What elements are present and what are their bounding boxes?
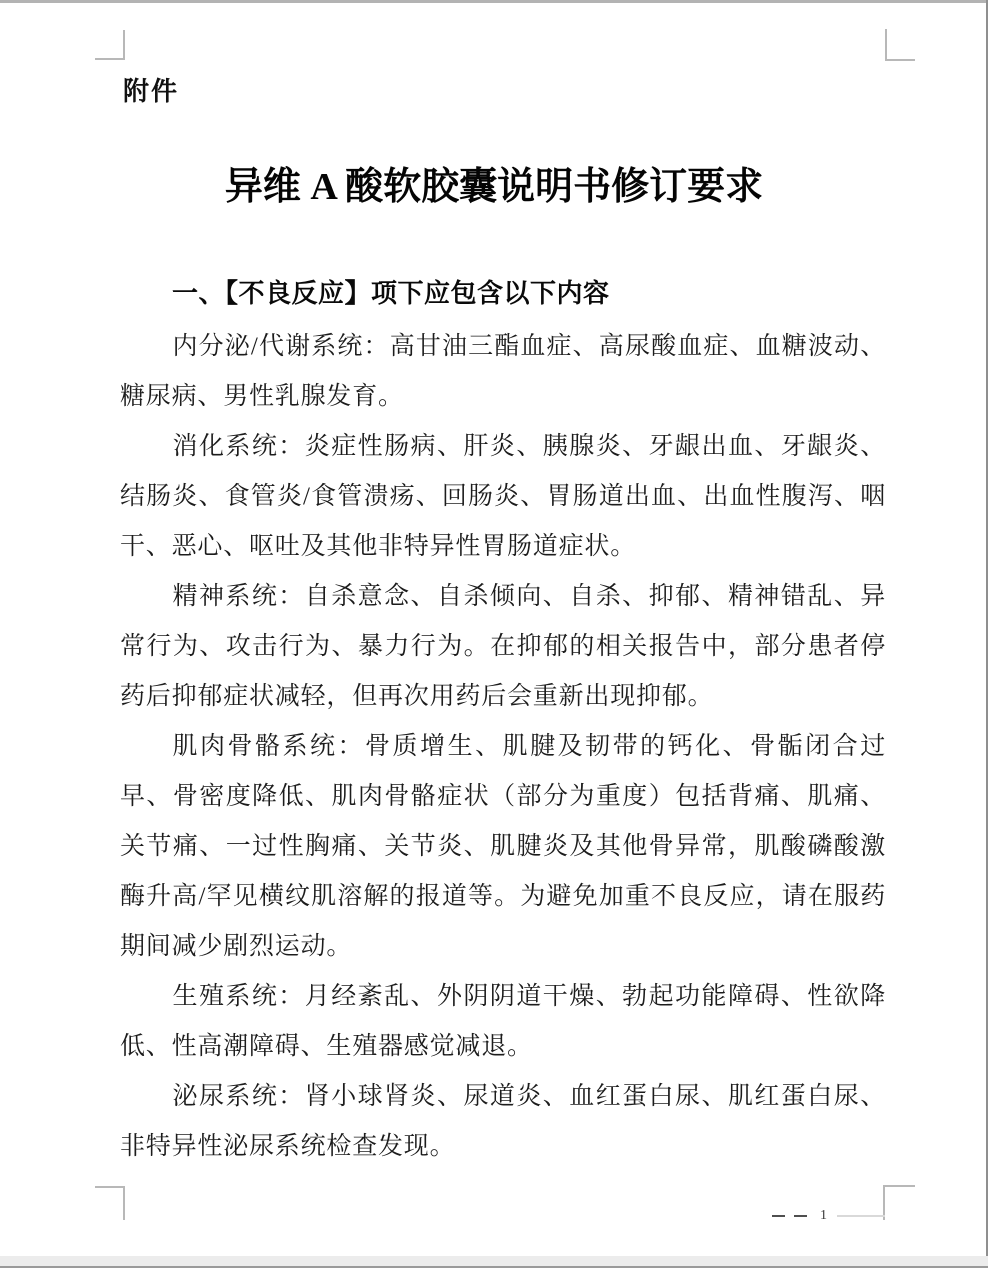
attachment-label: 附件 <box>123 76 180 106</box>
page-number: 1 <box>820 1208 827 1223</box>
footer-dash <box>772 1215 785 1217</box>
paragraph-reproductive: 生殖系统：月经紊乱、外阴阴道干燥、勃起功能障碍、性欲降低、性高潮障碍、生殖器感觉减退。 <box>120 983 886 1060</box>
document-body <box>120 322 886 1172</box>
crop-mark-bottom-left <box>95 1186 125 1220</box>
paragraph-musculoskeletal: 肌肉骨骼系统：骨质增生、肌腱及韧带的钙化、骨骺闭合过早、骨密度降低、肌肉骨骼症状（部分为重度）包括背痛、肌痛、关节痛、一过性胸痛、关节炎、肌腱炎及其他骨异常，肌酸磷酸激酶升高/罕见横纹肌溶解的报道等。为避免加重不良反应，请在服药期间减少剧烈运动。 <box>120 733 886 960</box>
section-heading-adverse-reactions: 一、【不良反应】项下应包含以下内容 <box>172 278 610 308</box>
paragraph-endocrine-metabolic: 内分泌/代谢系统：高甘油三酯血症、高尿酸血症、血糖波动、糖尿病、男性乳腺发育。 <box>120 333 886 410</box>
crop-mark-top-left <box>95 30 125 60</box>
paragraph-digestive: 消化系统：炎症性肠病、肝炎、胰腺炎、牙龈出血、牙龈炎、结肠炎、食管炎/食管溃疡、回肠炎、胃肠道出血、出血性腹泻、咽干、恶心、呕吐及其他非特异性胃肠道症状。 <box>120 433 886 560</box>
footer-dash <box>794 1215 807 1217</box>
paragraph-psychiatric: 精神系统：自杀意念、自杀倾向、自杀、抑郁、精神错乱、异常行为、攻击行为、暴力行为。在抑郁的相关报告中，部分患者停药后抑郁症状减轻，但再次用药后会重新出现抑郁。 <box>120 583 886 710</box>
document-title: 异维 A 酸软胶囊说明书修订要求 <box>224 166 764 208</box>
footer-dash-faint <box>837 1215 885 1217</box>
paragraph-urinary: 泌尿系统：肾小球肾炎、尿道炎、血红蛋白尿、肌红蛋白尿、非特异性泌尿系统检查发现。 <box>120 1083 886 1160</box>
page-footer <box>772 1208 885 1224</box>
scan-band-bottom <box>0 1256 988 1266</box>
crop-mark-top-right <box>885 29 915 61</box>
scan-edge-top <box>0 0 988 3</box>
crop-mark-bottom-right <box>883 1185 915 1220</box>
